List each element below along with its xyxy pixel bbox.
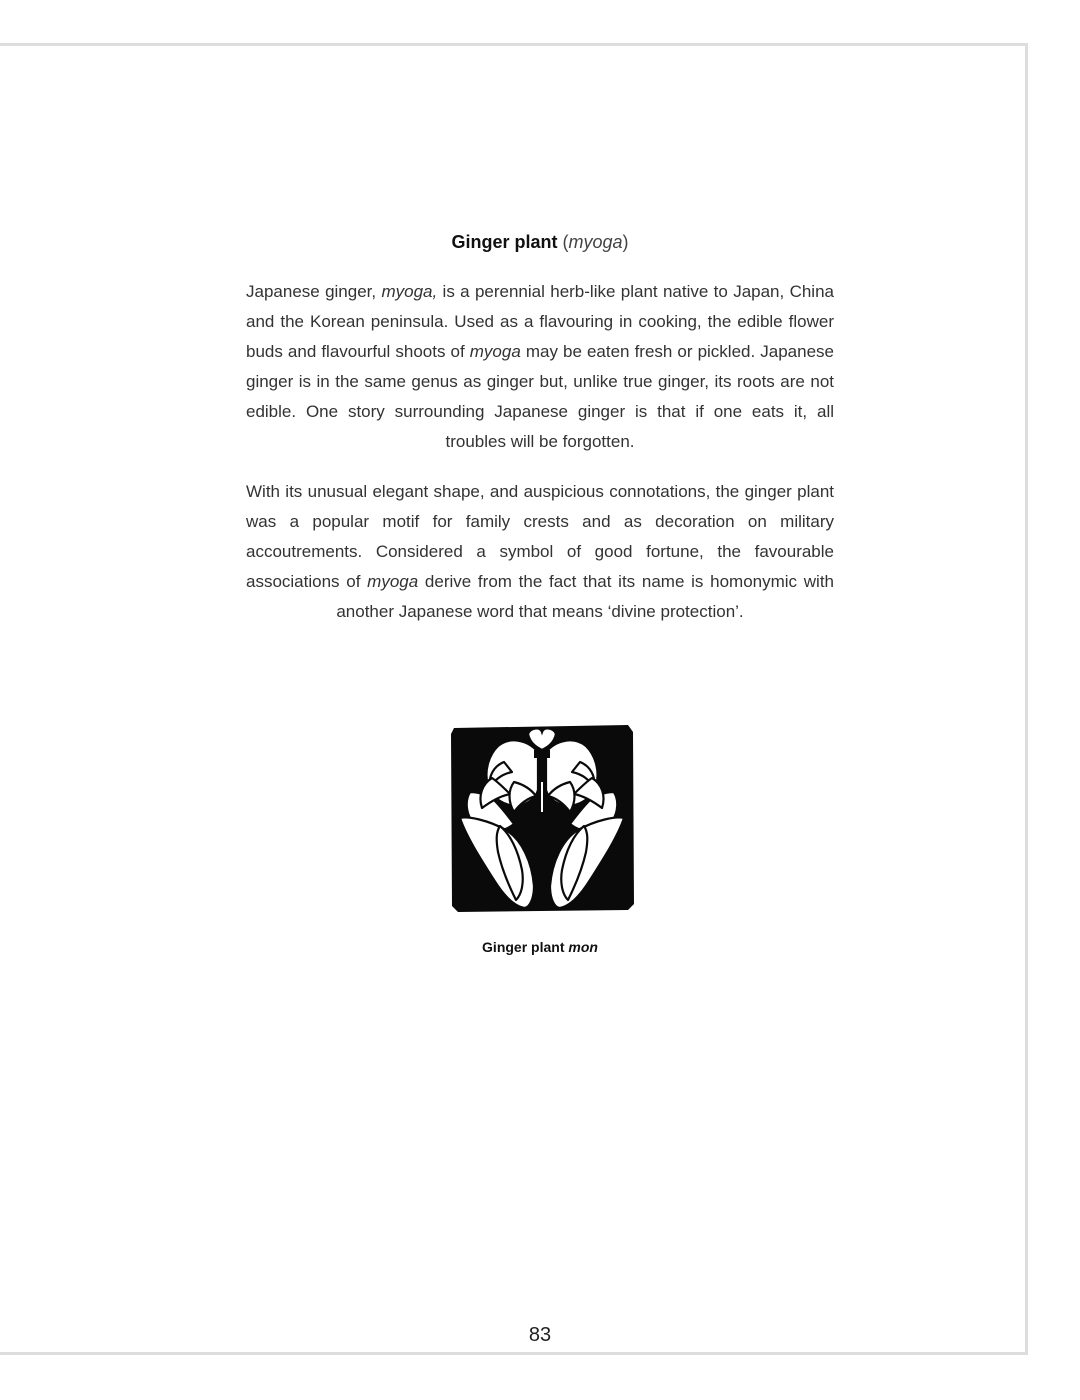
body-paragraph-1	[246, 277, 834, 457]
paragraph-text: derive from the fact that its name is homonymic with another Japanese word that means ‘divine protection’.	[336, 572, 834, 621]
heading-paren-open: (	[557, 232, 569, 252]
page-number: 83	[528, 1324, 552, 1346]
paragraph-text: With its unusual elegant shape, and auspicious connotations, the ginger plant was a popular motif for family crests and as decoration on military accoutrements. Considered a symbol of good fortune, the favourable associations of	[246, 482, 834, 591]
body-paragraph-2	[246, 477, 834, 627]
caption-bold-text: Ginger plant	[482, 939, 569, 955]
paragraph-italic-term: myoga	[367, 572, 419, 591]
paragraph-text: is a perennial herb-like plant native to Japan, China and the Korean peninsula. Used as a flavouring in cooking, the edible flower buds and flavourful shoots of	[246, 282, 834, 361]
paragraph-text: may be eaten fresh or pickled. Japanese ginger is in the same genus as ginger but, unlike true ginger, its roots are not edible. One story surrounding Japanese ginger is that if one eats it, all troubles will be forgotten.	[246, 342, 835, 451]
heading-title: Ginger plant	[451, 232, 558, 252]
paragraph-italic-term: myoga	[469, 342, 521, 361]
section-heading	[0, 230, 1080, 254]
heading-japanese-term: myoga	[568, 232, 623, 252]
caption-italic-term: mon	[568, 939, 598, 955]
heading-paren-close: )	[622, 232, 629, 252]
paragraph-text: Japanese ginger,	[246, 282, 382, 301]
figure-caption	[0, 937, 1080, 957]
paragraph-italic-term: myoga,	[381, 282, 438, 301]
ginger-plant-mon-icon	[448, 722, 636, 914]
